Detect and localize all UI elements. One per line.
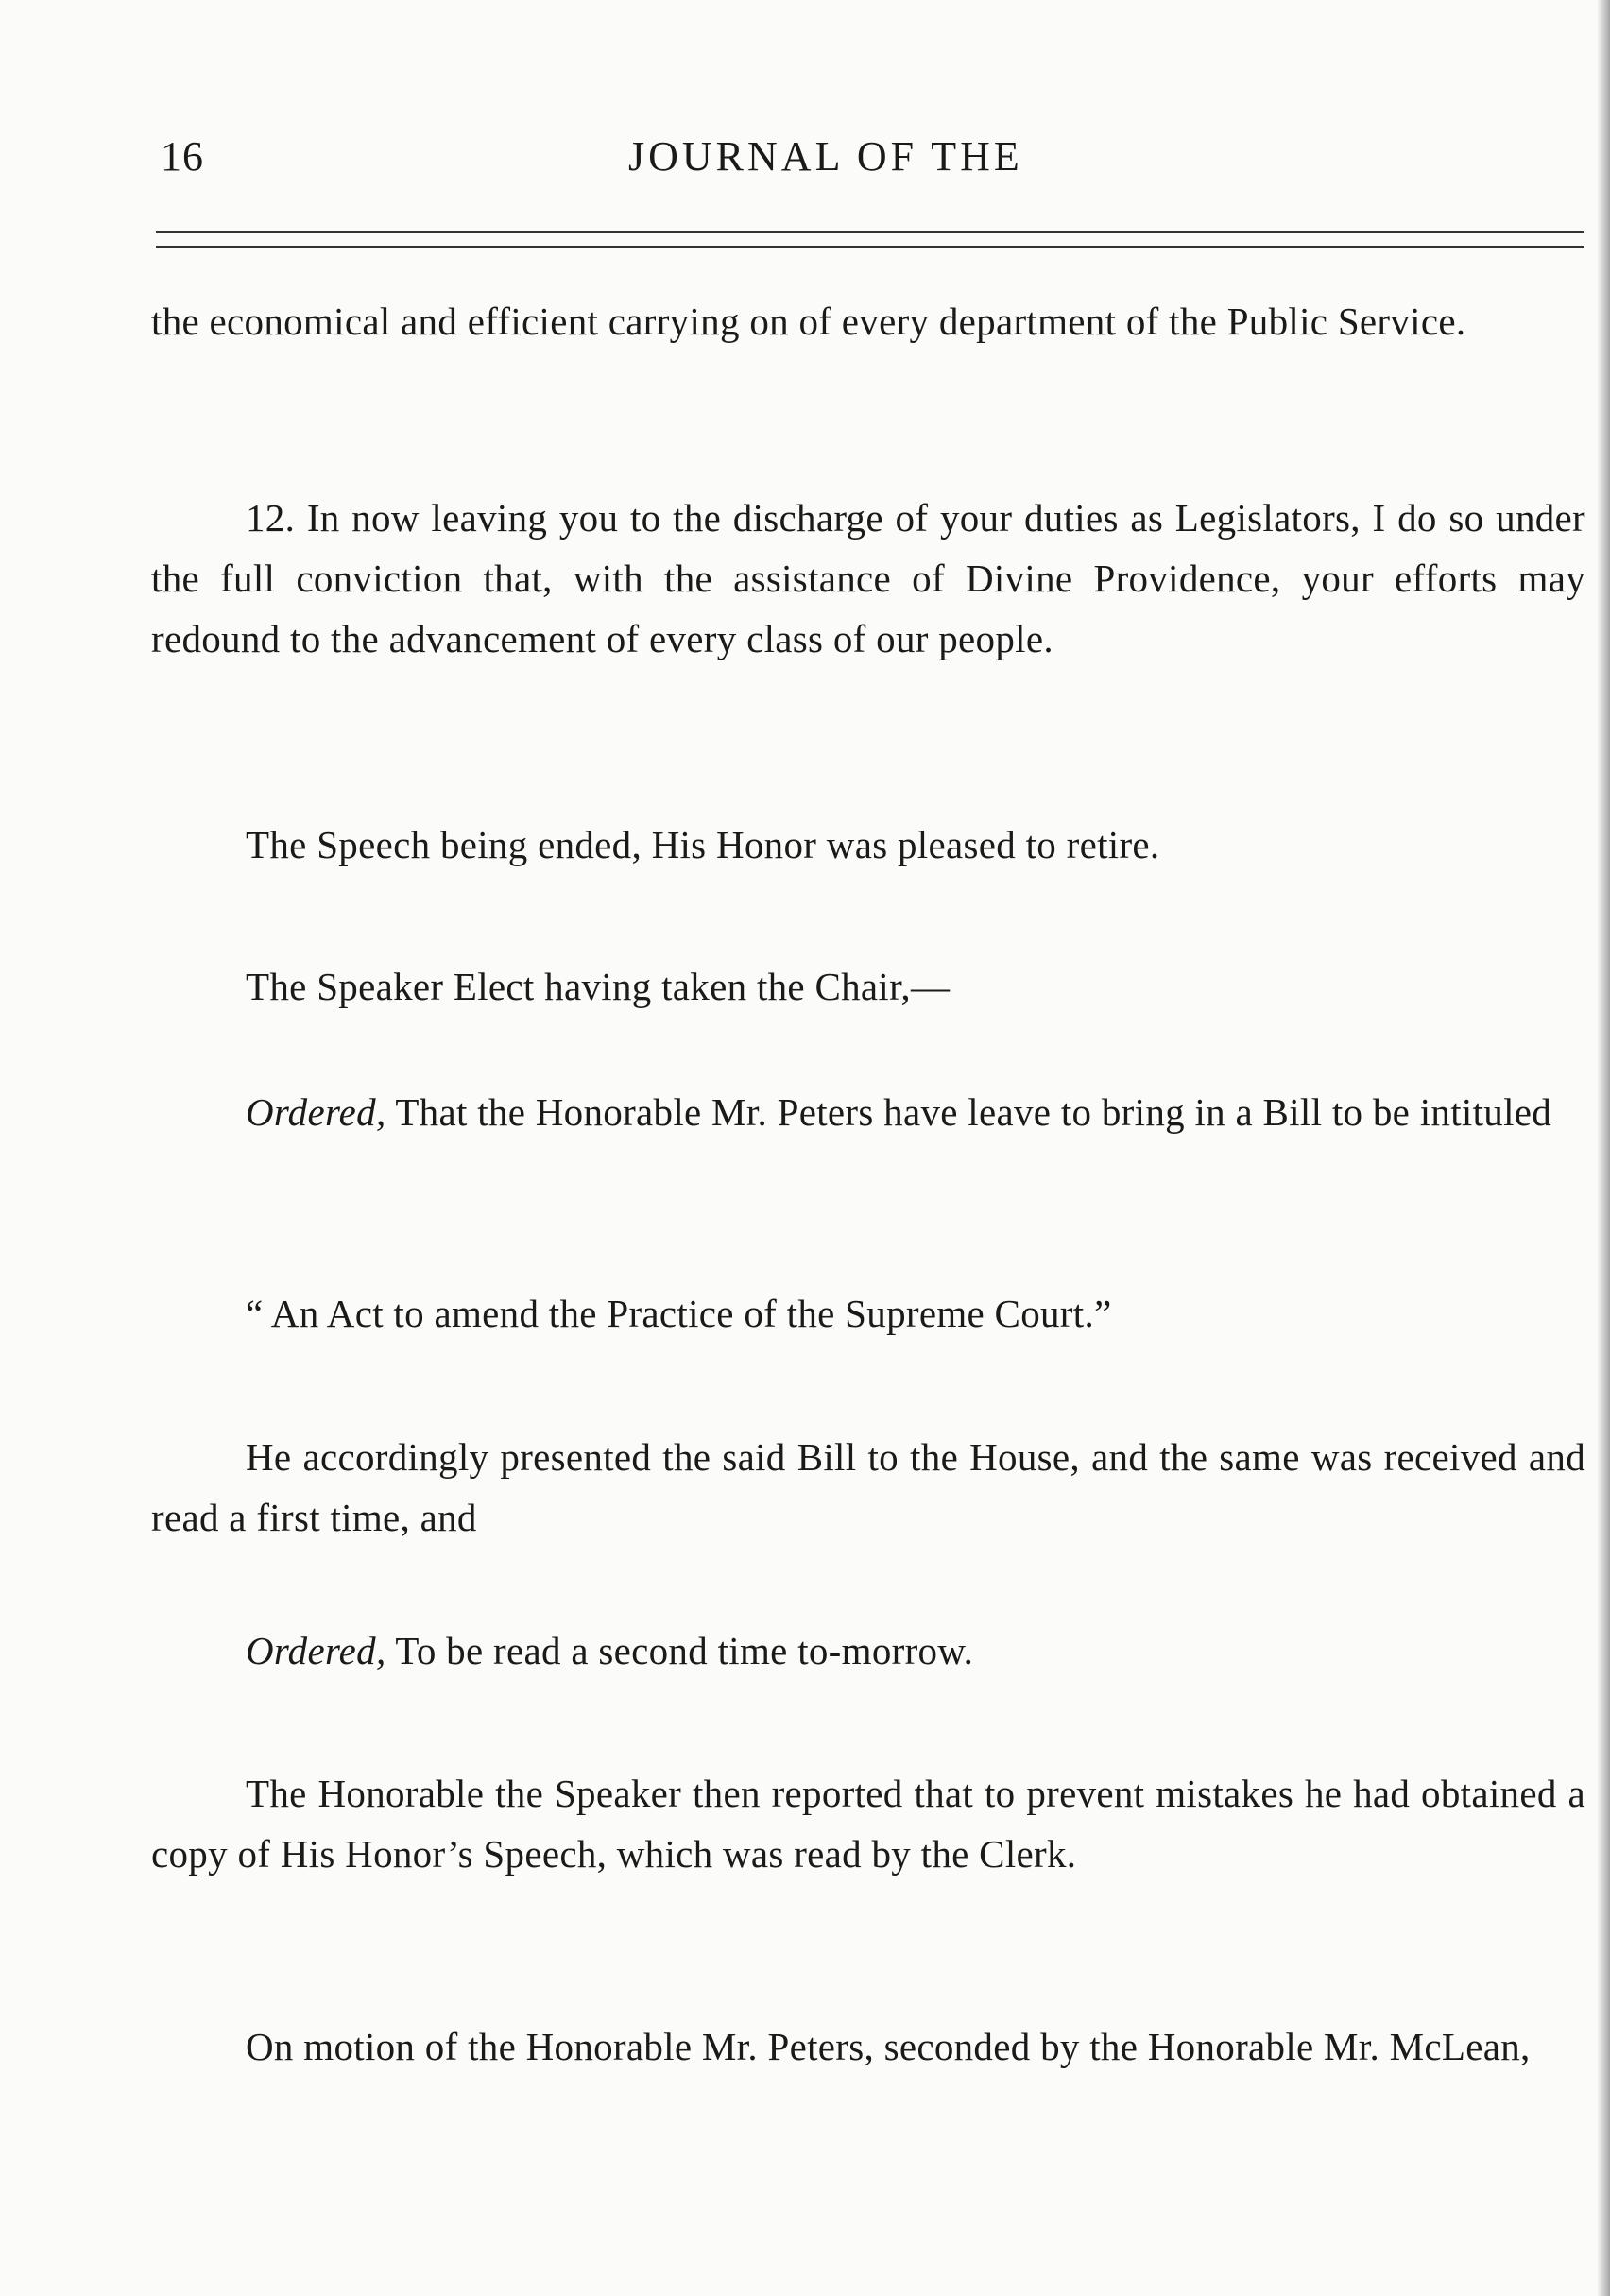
ordered-leave-text: That the Honorable Mr. Peters have leave to bring in a Bill to be intituled (385, 1090, 1552, 1134)
header-rule-top (156, 231, 1584, 233)
page-header (151, 132, 1587, 189)
ordered-label: Ordered, (246, 1629, 386, 1672)
paragraph-speech-ended: The Speech being ended, His Honor was pleased to retire. (246, 823, 1160, 866)
paragraph-speaker-reported: The Honorable the Speaker then reported that to prevent mistakes he had obtained a copy of His Honor’s Speech, which was read by the Clerk. (151, 1772, 1585, 1876)
paragraph-speaker-elect: The Speaker Elect having taken the Chair,— (246, 965, 951, 1008)
page-edge-shadow (1597, 0, 1610, 2296)
paragraph-motion: On motion of the Honorable Mr. Peters, seconded by the Honorable Mr. McLean, (246, 2025, 1531, 2068)
paragraph-public-service: the economical and efficient carrying on of every department of the Public Service. (151, 300, 1466, 343)
ordered-second-reading-text: To be read a second time to-morrow. (385, 1629, 974, 1672)
paragraph-item-12: 12. In now leaving you to the discharge of your duties as Legislators, I do so under the full conviction that, with the assistance of Divine Providence, your efforts may redound to the advancement of every class of our people. (151, 496, 1585, 660)
ordered-label: Ordered, (246, 1090, 386, 1134)
header-rule-bottom (156, 246, 1584, 248)
page-number: 16 (161, 133, 204, 180)
paragraph-bill-title: “ An Act to amend the Practice of the Supreme Court.” (246, 1292, 1112, 1335)
paragraph-ordered-leave (151, 1082, 1585, 1142)
paragraph-ordered-second-reading (151, 1620, 1585, 1681)
running-title: JOURNAL OF THE (628, 133, 1023, 180)
paragraph-bill-presented: He accordingly presented the said Bill to the House, and the same was received and read a first time, and (151, 1435, 1585, 1539)
